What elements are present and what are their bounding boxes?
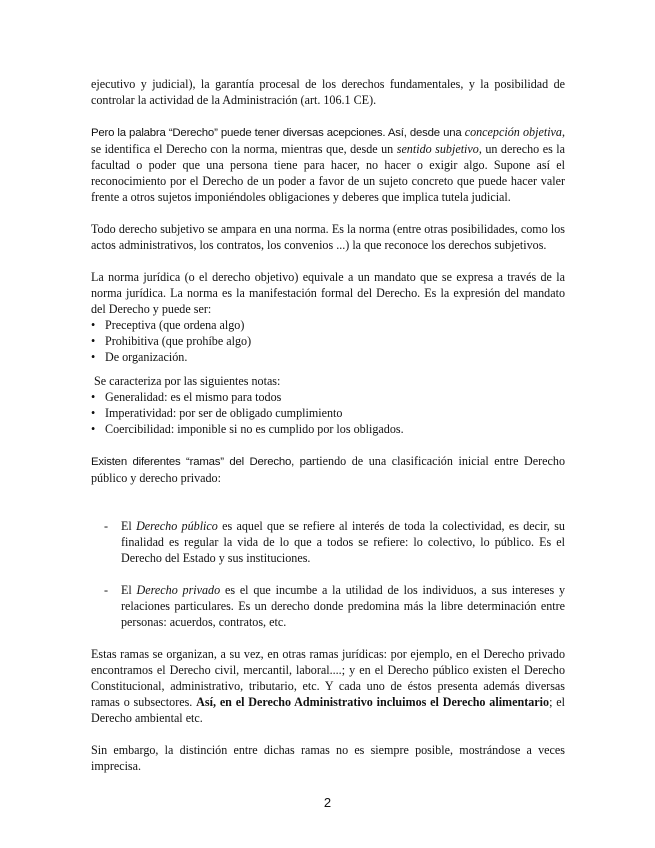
dash-list-branches-2: [91, 582, 565, 630]
dash-marker: -: [104, 583, 109, 597]
list-item-derecho-privado: [91, 582, 565, 630]
paragraph-2-em2: sentido subjetivo: [396, 142, 479, 156]
paragraph-6-lead: Existen diferentes “ramas” del Derecho, pa: [91, 456, 312, 468]
paragraph-7: [91, 646, 565, 726]
list-item: • Imperatividad: por ser de obligado cumplimiento: [91, 405, 565, 421]
list-item: • Preceptiva (que ordena algo): [91, 317, 565, 333]
paragraph-2-em1: concepción objetiva: [464, 125, 562, 139]
paragraph-4: La norma jurídica (o el derecho objetivo) equivale a un mandato que se expresa a través de la norma jurídica. La norma es la manifestación formal del Derecho. Es la expresión del mandato del Derecho y puede ser:: [91, 270, 565, 316]
dash-marker: -: [104, 519, 109, 533]
bullet-list-norm-types: [91, 317, 565, 365]
dash1-em: Derecho público: [136, 519, 218, 533]
list-item: • De organización.: [91, 349, 565, 365]
bullet-list-characteristics: [91, 389, 565, 437]
paragraph-7-bold: Así, en el Derecho Administrativo incluimos el Derecho alimentario: [196, 695, 550, 709]
list-item: • Generalidad: es el mismo para todos: [91, 389, 565, 405]
paragraph-7-rest: ; el Derecho ambiental etc.: [91, 695, 565, 725]
paragraph-2-mid1: , se identifica el Derecho con la norma, mientras que, desde un: [91, 125, 565, 156]
paragraph-5: Se caracteriza por las siguientes notas:: [94, 374, 281, 388]
dash2-em: Derecho privado: [136, 583, 221, 597]
dash2-rest: es el que incumbe a la utilidad de los individuos, a sus intereses y relaciones particulares. Es un derecho donde predomina más la libre determinación entre personas: acuerdos, contratos, etc.: [121, 583, 565, 629]
dash1-pre: El: [121, 519, 132, 533]
paragraph-2-rest: , un derecho es la facultad o poder que una persona tiene para hacer, no hacer o exigir algo. Supone así el reconocimiento por el Derecho de un poder a favor de un sujeto concreto que puede hacer valer frente a otros sujetos imponiéndoles obligaciones y deberes que implica tutela judicial.: [91, 142, 565, 204]
paragraph-7-lead: Estas ramas se organizan, a su vez, en otras ramas jurídicas: por ejemplo, en el Derecho privado encontramos el Derecho civil, mercantil, laboral....; y en el Derecho público existen el Derecho Constitucional, administrativo, tributario, etc. Y cada uno de éstos presenta además diversas ramas o subsectores.: [91, 647, 565, 709]
list-item: • Coercibilidad: imponible si no es cumplido por los obligados.: [91, 421, 565, 437]
list-item: • Prohibitiva (que prohíbe algo): [91, 333, 565, 349]
dash-list-branches: [91, 518, 565, 566]
paragraph-6: [91, 453, 565, 486]
paragraph-8: Sin embargo, la distinción entre dichas ramas no es siempre posible, mostrándose a veces imprecisa.: [91, 743, 565, 773]
paragraph-2-lead: Pero la palabra “Derecho” puede tener diversas acepciones. Así, desde una: [91, 127, 462, 139]
paragraph-2: [91, 124, 565, 205]
dash1-rest: es aquel que se refiere al interés de toda la colectividad, es decir, su finalidad es regular la vida de lo que a todos se refiere: lo colectivo, lo público. Es el Derecho del Estado y sus instituciones.: [121, 519, 565, 565]
page-number: 2: [323, 795, 332, 810]
list-item-derecho-publico: [91, 518, 565, 566]
paragraph-1: ejecutivo y judicial), la garantía procesal de los derechos fundamentales, y la posibilidad de controlar la actividad de la Administración (art. 106.1 CE).: [91, 77, 565, 107]
document-page: [91, 76, 565, 774]
paragraph-6-rest: rtiendo de una clasificación inicial entre Derecho público y derecho privado:: [91, 454, 566, 485]
dash2-pre: El: [121, 583, 132, 597]
paragraph-3: Todo derecho subjetivo se ampara en una norma. Es la norma (entre otras posibilidades, como los actos administrativos, los contratos, los convenios ...) la que reconoce los derechos subjetivos.: [91, 222, 565, 252]
